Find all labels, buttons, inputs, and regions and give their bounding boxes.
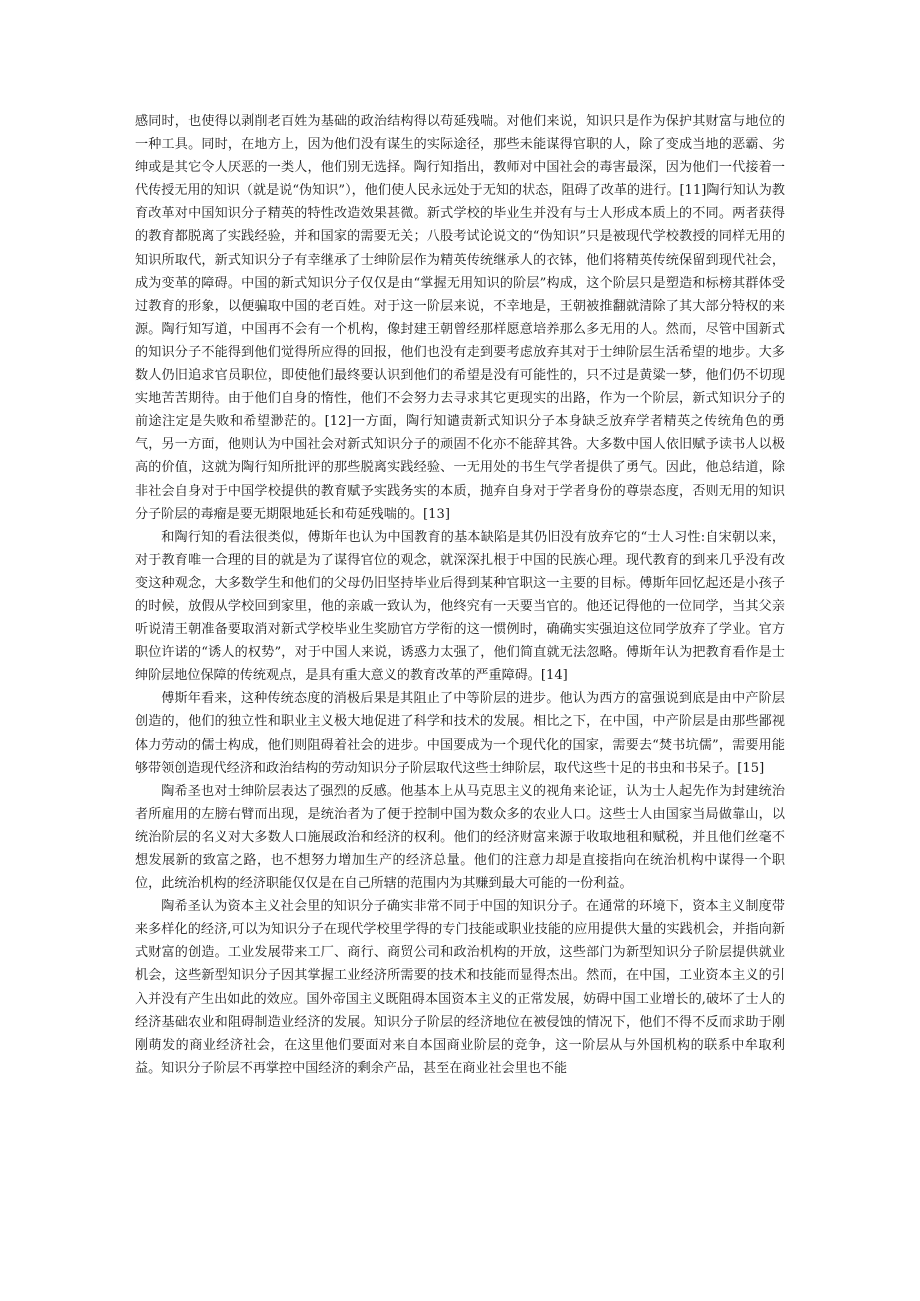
paragraph-2: 和陶行知的看法很类似，傅斯年也认为中国教育的基本缺陷是其仍旧没有放弃它的“士人习性:自宋朝以来，对于教育唯一合理的目的就是为了谋得官位的观念，就深深扎根于中国的民族心理。现代教育的到来几乎没有改变这种观念，大多数学生和他们的父母仍旧坚持毕业后得到某种官职这一主要的目标。傅斯年回忆起还是小孩子的时候，放假从学校回到家里，他的亲戚一致认为，他终究有一天要当官的。他还记得他的一位同学，当其父亲听说清王朝准备要取消对新式学校毕业生奖励官方学衔的这一惯例时，确确实实强迫这位同学放弃了学业。官方职位许诺的“诱人的权势”，对于中国人来说，诱惑力太强了，他们简直就无法忽略。傅斯年认为把教育看作是士绅阶层地位保障的传统观点，是具有重大意义的教育改革的严重障碍。[14] xyxy=(135,529,785,684)
paragraph-4: 陶希圣也对士绅阶层表达了强烈的反感。他基本上从马克思主义的视角来论证，认为士人起先作为封建统治者所雇用的左膀右臂而出现，是统治者为了便于控制中国为数众多的农业人口。这些士人由国家当局做靠山，以统治阶层的名义对大多数人口施展政治和经济的权利。他们的经济财富来源于收取地租和赋税，并且他们丝毫不想发展新的致富之路，也不想努力增加生产的经济总量。他们的注意力却是直接指向在统治机构中谋得一个职位，此统治机构的经济职能仅仅是在自己所辖的范围内为其赚到最大可能的一份利益。 xyxy=(135,783,785,892)
paragraph-5: 陶希圣认为资本主义社会里的知识分子确实非常不同于中国的知识分子。在通常的环境下，资本主义制度带来多样化的经济,可以为知识分子在现代学校里学得的专门技能或职业技能的应用提供大量的实践机会，并指向新式财富的创造。工业发展带来工厂、商行、商贸公司和政治机构的开放，这些部门为新型知识分子阶层提供就业机会，这些新型知识分子因其掌握工业经济所需要的技术和技能而显得杰出。然而，在中国，工业资本主义的引入并没有产生出如此的效应。国外帝国主义既阻碍本国资本主义的正常发展，妨碍中国工业增长的,破坏了士人的经济基础农业和阻碍制造业经济的发展。知识分子阶层的经济地位在被侵蚀的情况下，他们不得不反而求助于刚刚萌发的商业经济社会，在这里他们要面对来自本国商业阶层的竞争，这一阶层从与外国机构的联系中牟取利益。知识分子阶层不再掌控中国经济的剩余产品，甚至在商业社会里也不能 xyxy=(135,899,785,1076)
paragraph-1: 感同时，也使得以剥削老百姓为基础的政治结构得以苟延残喘。对他们来说，知识只是作为保护其财富与地位的一种工具。同时，在地方上，因为他们没有谋生的实际途径，那些未能谋得官职的人，除了变成当地的恶霸、劣绅或是其它令人厌恶的一类人，他们别无选择。陶行知指出，教师对中国社会的毒害最深，因为他们一代接着一代传授无用的知识（就是说“伪知识”），他们使人民永远处于无知的状态，阻碍了改革的进行。[11]陶行知认为教育改革对中国知识分子精英的特性改造效果甚微。新式学校的毕业生并没有与士人形成本质上的不同。两者获得的教育都脱离了实践经验，并和国家的需要无关；八股考试论说文的“伪知识”只是被现代学校教授的同样无用的知识所取代，新式知识分子有幸继承了士绅阶层作为精英传统继承人的衣钵，他们将精英传统保留到现代社会，成为变革的障碍。中国的新式知识分子仅仅是由“掌握无用知识的阶层”构成，这个阶层只是塑造和标榜其群体受过教育的形象，以便骗取中国的老百姓。对于这一阶层来说，不幸地是，王朝被推翻就清除了其大部分特权的来源。陶行知写道，中国再不会有一个机构，像封建王朝曾经那样愿意培养那么多无用的人。然而，尽管中国新式的知识分子不能得到他们觉得所应得的回报，他们也没有走到要考虑放弃其对于士绅阶层生活希望的地步。大多数人仍旧追求官员职位，即使他们最终要认识到他们的希望是没有可能性的，只不过是黄粱一梦，他们仍不切现实地苦苦期待。由于他们自身的惰性，他们不会努力去寻求其它更现实的出路，作为一个阶层，新式知识分子的前途注定是失败和希望渺茫的。[12]一方面，陶行知谴责新式知识分子本身缺乏放弃学者精英之传统角色的勇气，另一方面，他则认为中国社会对新式知识分子的顽固不化亦不能辞其咎。大多数中国人依旧赋予读书人以极高的价值，这就为陶行知所批评的那些脱离实践经验、一无用处的书生气学者提供了勇气。因此，他总结道，除非社会自身对于中国学校提供的教育赋予实践务实的本质，抛弃自身对于学者身份的尊崇态度，否则无用的知识分子阶层的毒瘤是要无期限地延长和苟延残喘的。[13] xyxy=(135,114,785,522)
document-body xyxy=(135,110,785,1080)
paragraph-3: 傅斯年看来，这种传统态度的消极后果是其阻止了中等阶层的进步。他认为西方的富强说到底是由中产阶层创造的，他们的独立性和职业主义极大地促进了科学和技术的发展。相比之下，在中国，中产阶层是由那些鄙视体力劳动的儒士构成，他们则阻碍着社会的进步。中国要成为一个现代化的国家，需要去“焚书坑儒”，需要用能够带领创造现代经济和政治结构的劳动知识分子阶层取代这些士绅阶层，取代这些十足的书虫和书呆子。[15] xyxy=(135,691,785,776)
